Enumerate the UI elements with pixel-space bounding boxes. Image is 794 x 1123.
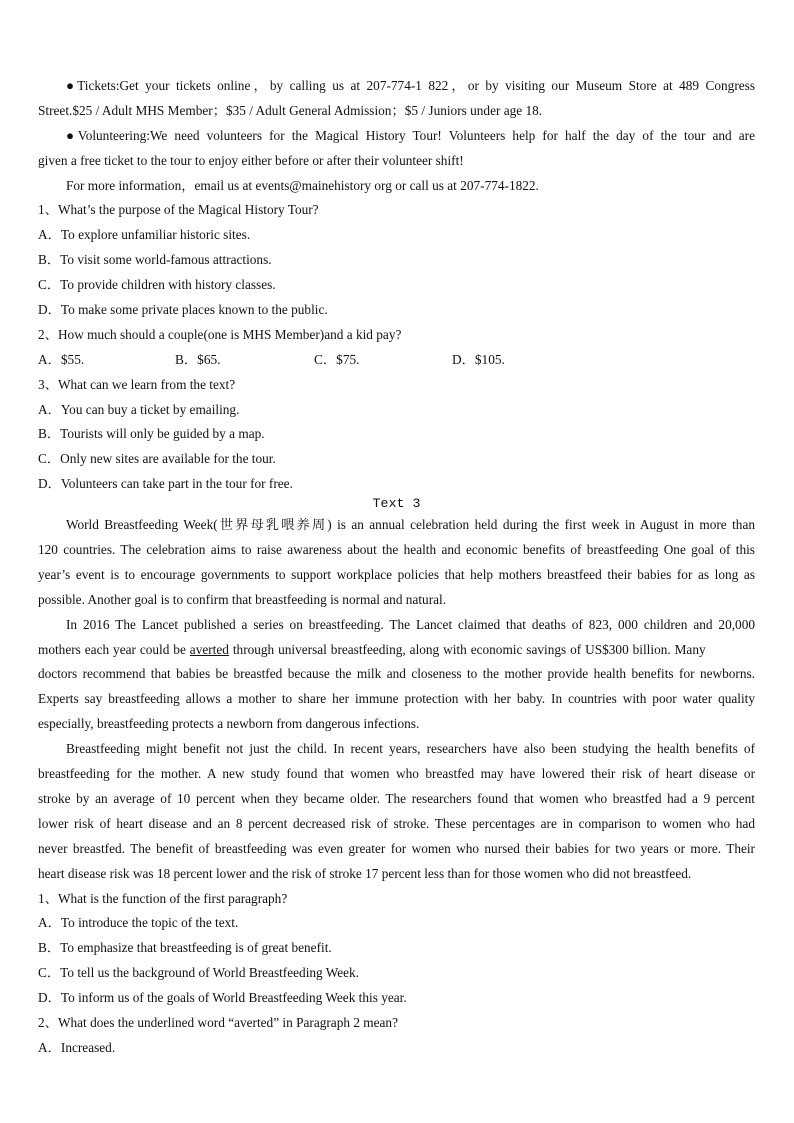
option: A．$55. xyxy=(38,351,85,367)
paragraph-line: stroke by an average of 10 percent when they became older. The researchers found that women who breastfed had a 9 percent xyxy=(38,790,755,806)
volunteering-line-2: given a free ticket to the tour to enjoy either before or after their volunteer shift! xyxy=(38,152,464,168)
text: through universal breastfeeding, along with economic savings of US$300 billion. Many xyxy=(228,641,706,657)
paragraph-line: Experts say breastfeeding allows a mother to share her immune protection with her baby. In countries with poor water quality xyxy=(38,691,755,707)
option: A．Increased. xyxy=(38,1039,116,1055)
paragraph-line xyxy=(38,638,755,663)
question-3: 3、What can we learn from the text? xyxy=(38,376,236,392)
option: C．To tell us the background of World Breastfeeding Week. xyxy=(38,965,360,981)
paragraph-line: lower risk of heart disease and an 8 percent decreased risk of stroke. These percentages are in comparison to women who had xyxy=(38,815,755,831)
option: A．To explore unfamiliar historic sites. xyxy=(38,227,251,243)
options-row xyxy=(38,348,755,373)
tickets-line-1: ●Tickets:Get your tickets online，by calling us at 207-774-1 822，or by visiting our Museum Store at 489 Congress xyxy=(66,78,755,93)
paragraph-line: never breastfed. The benefit of breastfeeding was even greater for women who nursed their babies for two years or more. Their xyxy=(38,840,755,856)
paragraph-line: breastfeeding for the mother. A new study found that women who breastfed may have lowered their risk of heart disease or xyxy=(38,766,755,782)
section-title: Text 3 xyxy=(372,496,421,512)
option: B．To visit some world-famous attractions. xyxy=(38,252,272,268)
option: B．Tourists will only be guided by a map. xyxy=(38,426,265,442)
more-info: For more information，email us at events@mainehistory org or call us at 207-774-1822. xyxy=(66,177,539,193)
option: B．To emphasize that breastfeeding is of great benefit. xyxy=(38,940,332,956)
option: D．$105. xyxy=(452,351,505,367)
volunteering-line-1: ●Volunteering:We need volunteers for the Magical History Tour! Volunteers help for half the day of the tour and are xyxy=(66,127,755,143)
paragraph-line: In 2016 The Lancet published a series on breastfeeding. The Lancet claimed that deaths of 823, 000 children and 20,000 xyxy=(66,616,755,632)
paragraph-line: heart disease risk was 18 percent lower and the risk of stroke 17 percent less than for those women who did not breastfeed. xyxy=(38,865,692,881)
question-1: 1、What is the function of the first paragraph? xyxy=(38,890,288,906)
paragraph-line: World Breastfeeding Week(世界母乳喂养周) is an annual celebration held during the first week in August in more than xyxy=(66,517,755,533)
paragraph-line: Breastfeeding might benefit not just the child. In recent years, researchers have also been studying the health benefits of xyxy=(66,741,755,757)
option: A．You can buy a ticket by emailing. xyxy=(38,401,240,417)
option: C．$75. xyxy=(314,351,360,367)
tickets-line-2: Street.$25 / Adult MHS Member；$35 / Adult General Admission；$5 / Juniors under age 18. xyxy=(38,102,543,118)
underlined-word: averted xyxy=(189,641,229,657)
option: A．To introduce the topic of the text. xyxy=(38,915,239,931)
question-2: 2、What does the underlined word “averted” in Paragraph 2 mean? xyxy=(38,1014,398,1030)
paragraph-line: doctors recommend that babies be breastfed because the milk and closeness to the mother provide health benefits for newborns. xyxy=(38,666,755,682)
text: mothers each year could be xyxy=(38,641,190,657)
option: C．To provide children with history classes. xyxy=(38,277,276,293)
option: D．To inform us of the goals of World Breastfeeding Week this year. xyxy=(38,990,407,1006)
question-2: 2、How much should a couple(one is MHS Member)and a kid pay? xyxy=(38,326,402,342)
option: C．Only new sites are available for the tour. xyxy=(38,451,276,467)
document-page xyxy=(38,74,755,1061)
option: B．$65. xyxy=(175,351,221,367)
option: D．To make some private places known to the public. xyxy=(38,302,328,318)
paragraph-line: 120 countries. The celebration aims to raise awareness about the health and economic benefits of breastfeeding One goal of this xyxy=(38,542,755,558)
paragraph-line: especially, breastfeeding protects a newborn from dangerous infections. xyxy=(38,716,420,732)
option: D．Volunteers can take part in the tour for free. xyxy=(38,476,293,492)
paragraph-line: year’s event is to encourage governments to support workplace policies that help mothers breastfeed their babies for as long as xyxy=(38,566,755,582)
paragraph-line: possible. Another goal is to confirm that breastfeeding is normal and natural. xyxy=(38,591,447,607)
question-1: 1、What’s the purpose of the Magical History Tour? xyxy=(38,202,319,218)
